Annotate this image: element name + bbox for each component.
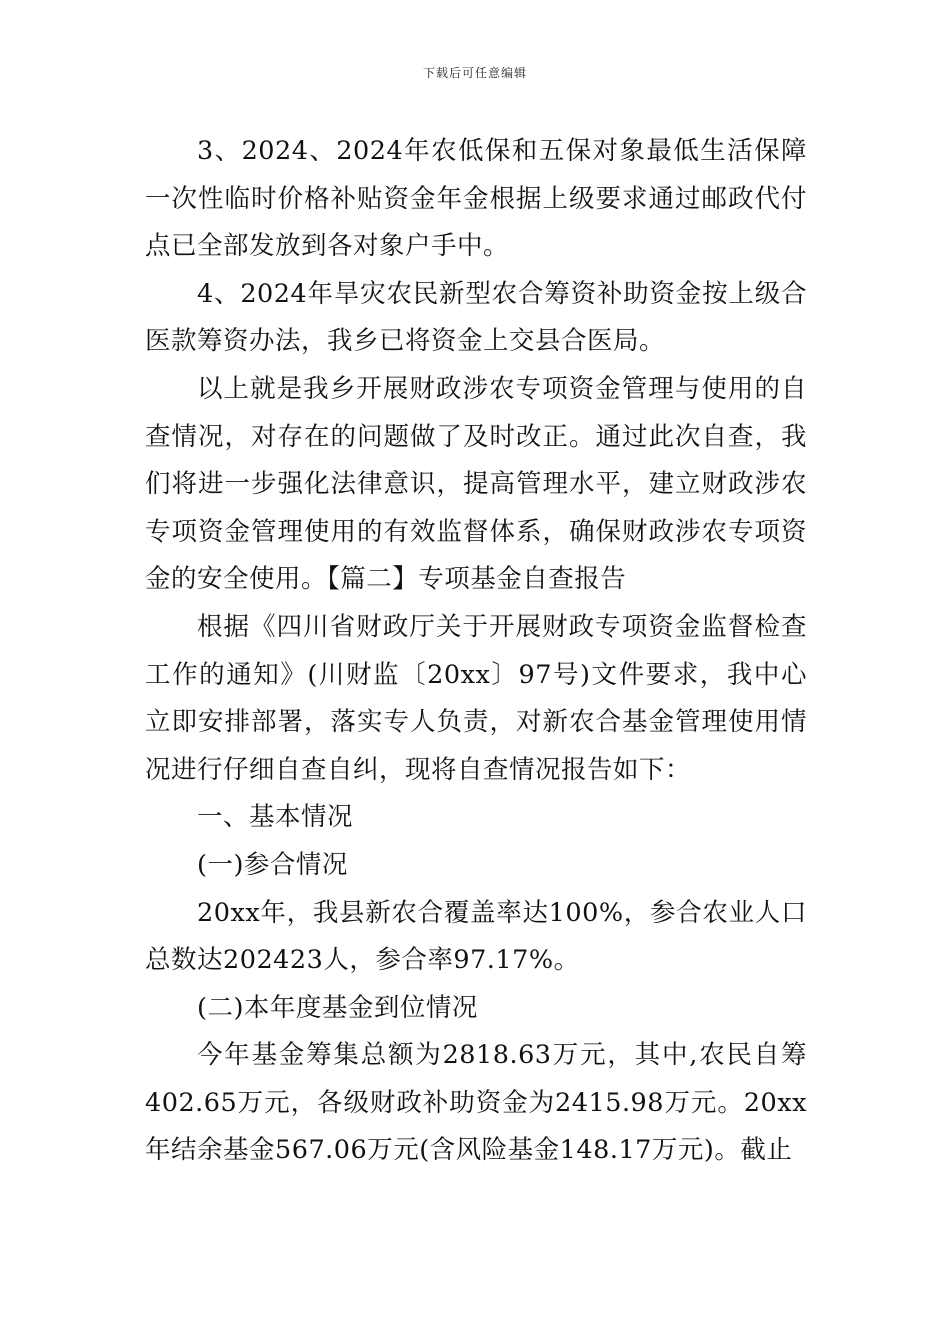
paragraph-item-4: 4、2024年旱灾农民新型农合筹资补助资金按上级合医款筹资办法，我乡已将资金上交县合医局。	[145, 278, 807, 357]
document-body	[145, 128, 807, 1175]
paragraph-basis: 根据《四川省财政厅关于开展财政专项资金监督检查工作的通知》(川财监〔20xx〕97号)文件要求，我中心立即安排部署，落实专人负责，对新农合基金管理使用情况进行仔细自查自纠，现将自查情况报告如下：	[145, 611, 807, 785]
paragraph-item-3: 3、2024、2024年农低保和五保对象最低生活保障一次性临时价格补贴资金年金根据上级要求通过邮政代付点已全部发放到各对象户手中。	[145, 136, 807, 262]
paragraph-summary: 以上就是我乡开展财政涉农专项资金管理与使用的自查情况，对存在的问题做了及时改正。通过此次自查，我们将进一步强化法律意识，提高管理水平，建立财政涉农专项资金管理使用的有效监督体系，确保财政涉农专项资金的安全使用。【篇二】专项基金自查报告	[145, 373, 807, 595]
paragraph-participation: 20xx年，我县新农合覆盖率达100%，参合农业人口总数达202423人，参合率97.17%。	[145, 897, 807, 976]
header-note: 下载后可任意编辑	[422, 66, 527, 80]
subsection-heading-participation: (一)参合情况	[197, 849, 348, 880]
paragraph-funds: 今年基金筹集总额为2818.63万元，其中,农民自筹402.65万元，各级财政补助资金为2415.98万元。20xx年结余基金567.06万元(含风险基金148.17万元)。截止	[145, 1040, 807, 1166]
section-heading-basic: 一、基本情况	[197, 802, 354, 833]
subsection-heading-funds: (二)本年度基金到位情况	[197, 992, 478, 1023]
